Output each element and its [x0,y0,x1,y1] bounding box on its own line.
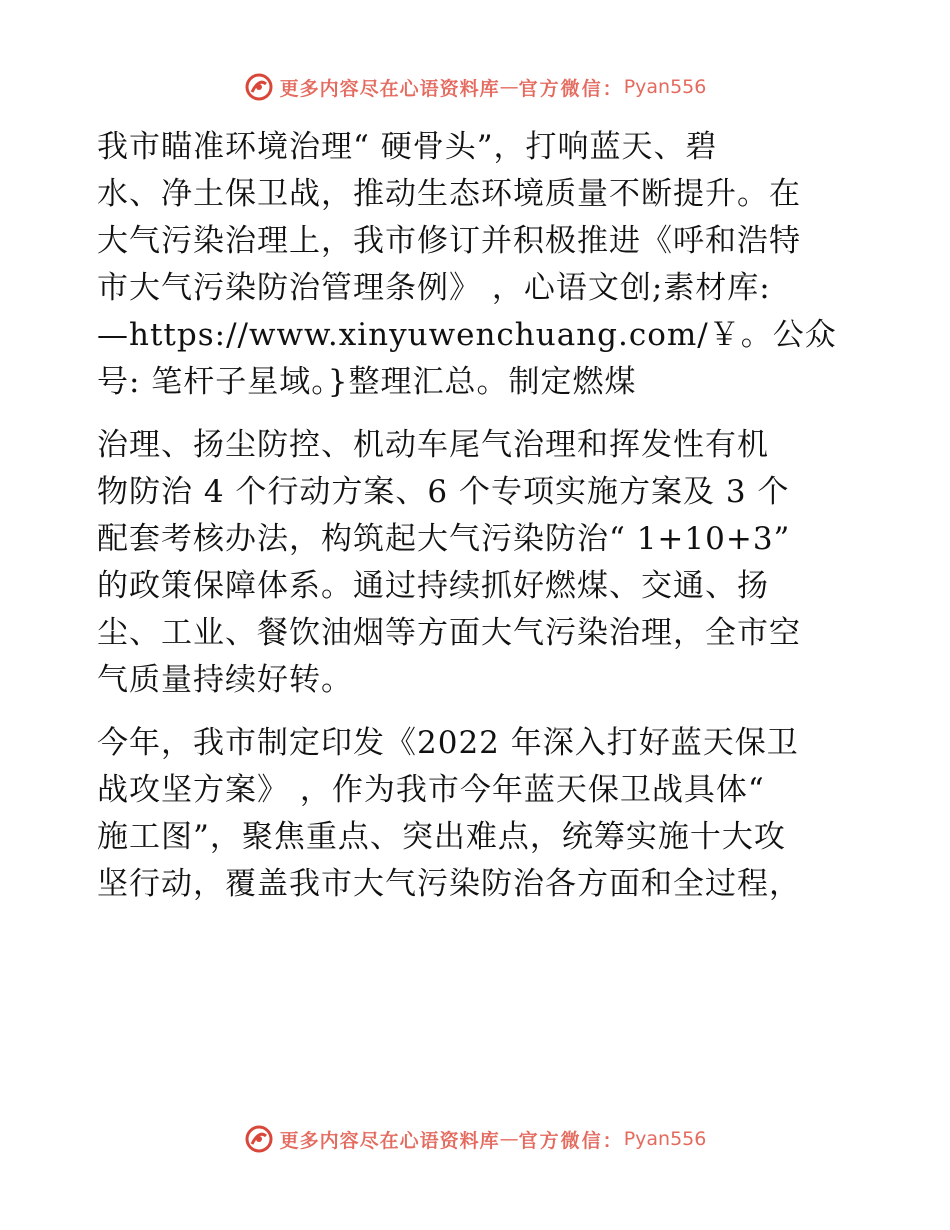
watermark-dash: — [499,76,519,98]
watermark-text [280,74,707,101]
text-line: 尘、工业、餐饮油烟等方面大气污染治理，全市空 [97,615,801,651]
paragraph-1 [97,124,857,406]
watermark-official-label: 官方微信： [518,1129,624,1152]
text-line: 施工图”，聚焦重点、突出难点，统筹实施十大攻 [97,819,786,855]
text-line: 水、净土保卫战，推动生态环境质量不断提升。在 [97,176,801,212]
text-line: 战攻坚方案》 ，作为我市今年蓝天保卫战具体“ [97,772,765,808]
watermark-wechat-id: Pyan556 [623,1128,707,1150]
paragraph-spacer [97,406,857,422]
text-line: 号: 笔杆子星域。}整理汇总。制定燃煤 [97,364,637,400]
text-line: —https://www.xinyuwenchuang.com/￥。公众 [97,317,837,353]
text-line: 物防治 4 个行动方案、6 个专项实施方案及 3 个 [97,474,790,510]
footer-watermark-banner [0,1124,950,1154]
text-line: 的政策保障体系。通过持续抓好燃煤、交通、扬 [97,568,769,604]
text-line: 坚行动，覆盖我市大气污染防治各方面和全过程， [97,866,801,902]
text-line: 今年，我市制定印发《2022 年深入打好蓝天保卫 [97,725,799,761]
text-line: 配套考核办法，构筑起大气污染防治“ 1+10+3” [97,521,791,557]
red-circle-logo-icon [244,1124,274,1154]
watermark-dash: — [499,1128,519,1150]
paragraph-spacer [97,704,857,720]
watermark-site-name: 更多内容尽在心语资料库 [279,1129,500,1152]
header-watermark-banner [0,72,950,102]
paragraph-3 [97,720,857,908]
text-line: 治理、扬尘防控、机动车尾气治理和挥发性有机 [97,427,769,463]
text-line: 我市瞄准环境治理“ 硬骨头”，打响蓝天、碧 [97,129,718,165]
text-line: 大气污染治理上，我市修订并积极推进《呼和浩特 [97,223,801,259]
text-line: 市大气污染防治管理条例》 ，心语文创;素材库: [97,270,771,306]
red-circle-logo-icon [244,72,274,102]
text-line: 气质量持续好转。 [97,662,353,698]
watermark-official-label: 官方微信： [518,77,624,100]
watermark-wechat-id: Pyan556 [623,76,707,98]
watermark-site-name: 更多内容尽在心语资料库 [279,77,500,100]
watermark-text [280,1126,707,1153]
document-body [97,124,857,908]
paragraph-2 [97,422,857,704]
